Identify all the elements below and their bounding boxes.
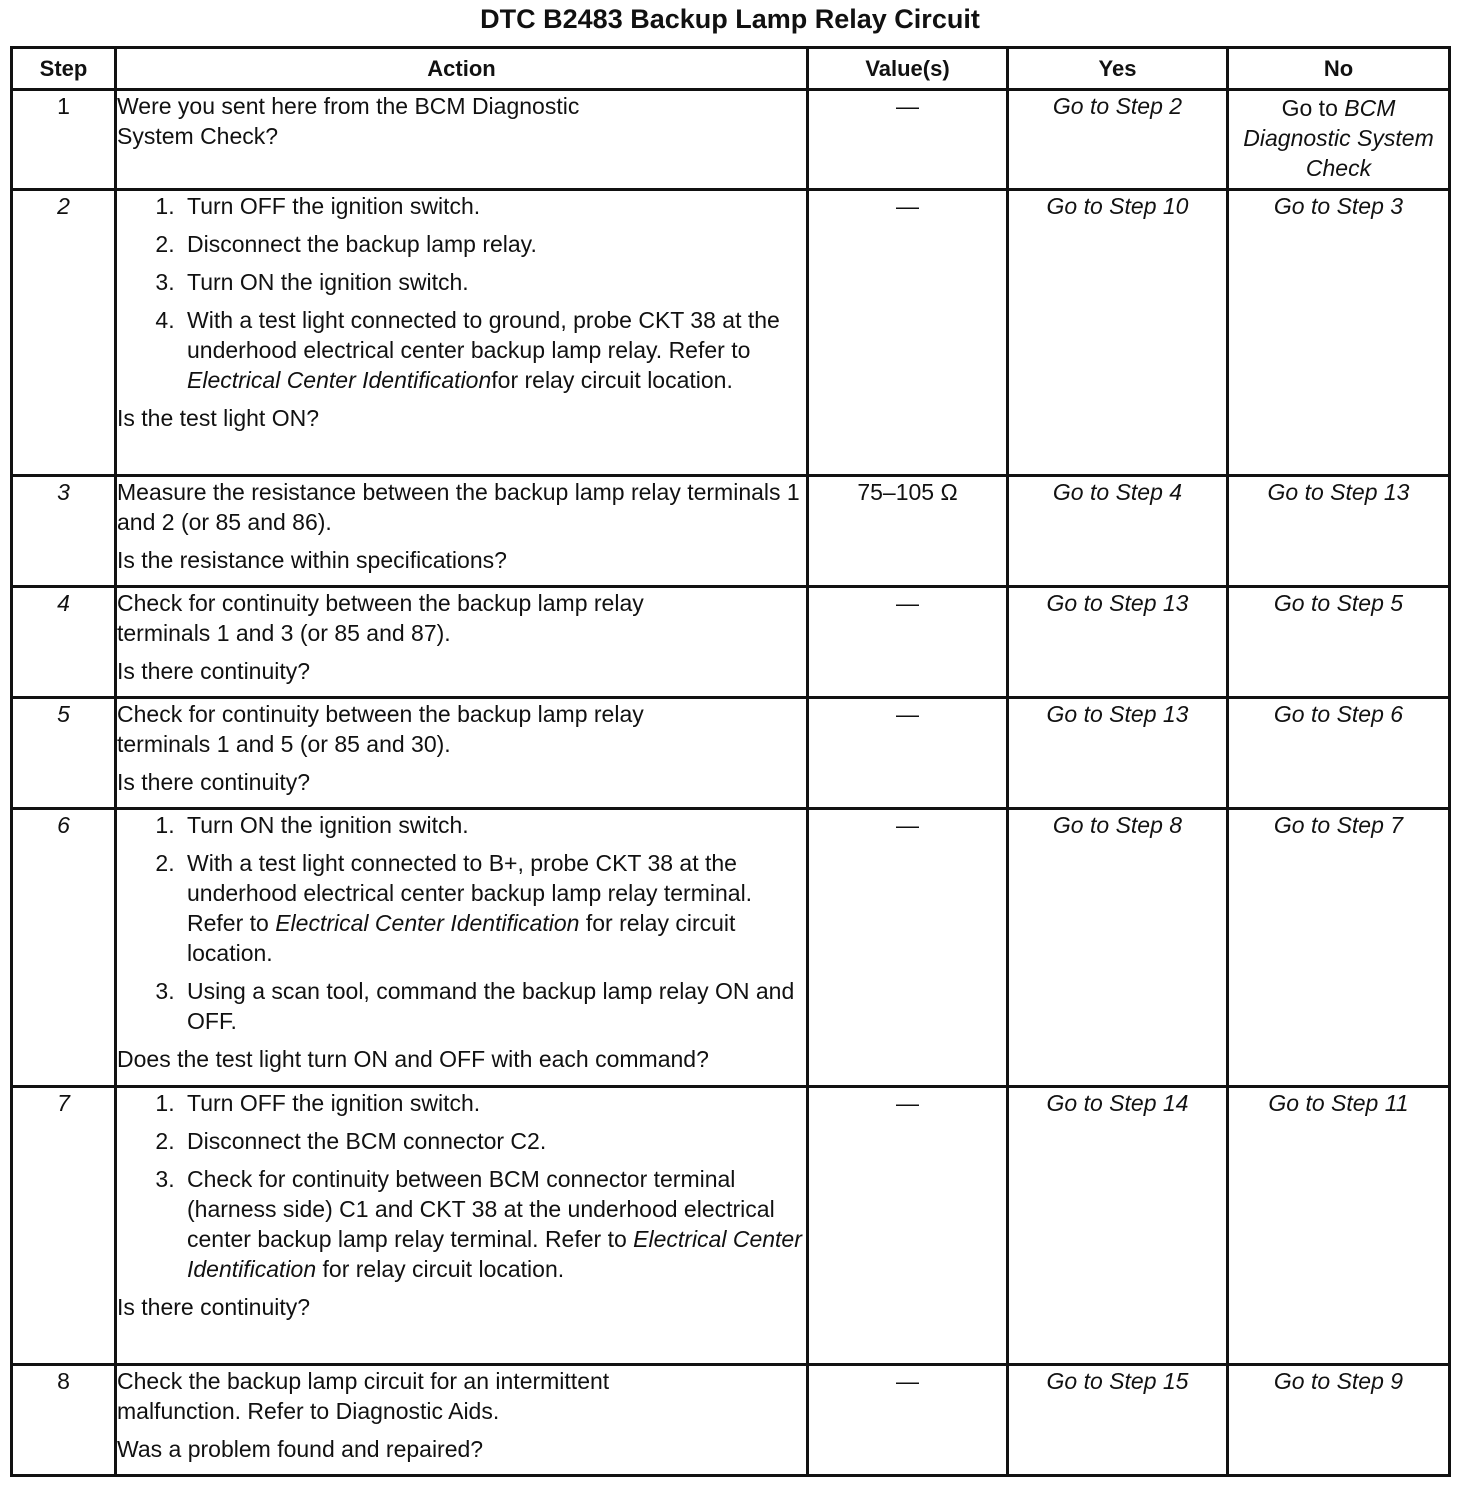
table-row [12,1365,1450,1476]
table-row [12,90,1450,190]
yes-cell: Go to Step 13 [1008,587,1228,698]
action-list [117,1088,806,1284]
yes-cell: Go to Step 10 [1008,190,1228,476]
step-number: 3 [12,476,116,587]
item-text: for relay circuit location. [491,367,733,393]
value-cell: — [808,90,1008,190]
step-number: 8 [12,1365,116,1476]
action-cell [116,1087,808,1365]
reference-text: Electrical Center Identification [275,910,580,936]
value-cell: — [808,698,1008,809]
reference-text: Electrical Center Identification [187,1226,802,1282]
header-no: No [1228,48,1450,90]
list-item: 2. Disconnect the backup lamp relay. [181,229,806,259]
action-list [117,810,806,1036]
question-text: Is the test light ON? [117,405,319,431]
yes-cell: Go to Step 4 [1008,476,1228,587]
action-cell [116,190,808,476]
action-text: Check for continuity between the backup lamp relay terminals 1 and 5 (or 85 and 30). [117,701,644,757]
step-number: 6 [12,809,116,1087]
list-item [181,305,806,395]
list-item [181,848,806,968]
step-number: 2 [12,190,116,476]
question-text: Is there continuity? [117,1294,311,1320]
item-text: for relay circuit location. [187,910,736,966]
yes-cell: Go to Step 8 [1008,809,1228,1087]
question-text: Is the resistance within specifications? [117,547,507,573]
item-text: for relay circuit location. [316,1256,565,1282]
action-list [117,191,806,395]
list-item: 2. Disconnect the BCM connector C2. [181,1126,806,1156]
list-item: 1. Turn OFF the ignition switch. [181,1088,806,1118]
step-number: 7 [12,1087,116,1365]
action-cell [116,476,808,587]
yes-cell: Go to Step 15 [1008,1365,1228,1476]
question-text: Is there continuity? [117,658,311,684]
header-values: Value(s) [808,48,1008,90]
value-cell: — [808,1365,1008,1476]
list-item: 3. Using a scan tool, command the backup lamp relay ON and OFF. [181,976,806,1036]
action-cell [116,587,808,698]
table-row [12,476,1450,587]
page-title: DTC B2483 Backup Lamp Relay Circuit [480,4,980,34]
header-action: Action [116,48,808,90]
no-cell: Go to Step 13 [1228,476,1450,587]
reference-text: Electrical Center Identification [187,367,492,393]
list-item: 3. Turn ON the ignition switch. [181,267,806,297]
list-item: 1. Turn ON the ignition switch. [181,810,806,840]
table-row [12,1087,1450,1365]
question-text: Was a problem found and repaired? [117,1436,484,1462]
action-text: Were you sent here from the BCM Diagnostic System Check? [117,93,580,149]
value-cell: — [808,809,1008,1087]
list-item [181,1164,806,1284]
list-item: 1. Turn OFF the ignition switch. [181,191,806,221]
table-row [12,587,1450,698]
no-cell [1228,90,1450,190]
step-number: 4 [12,587,116,698]
table-row [12,190,1450,476]
value-cell: 75–105 Ω [808,476,1008,587]
item-text: Check for continuity between BCM connector terminal (harness side) C1 and CKT 38 at the underhood electrical center backup lamp relay terminal. Refer to [187,1166,775,1252]
no-cell: Go to Step 6 [1228,698,1450,809]
value-cell: — [808,1087,1008,1365]
no-cell: Go to Step 7 [1228,809,1450,1087]
no-prefix: Go to [1281,95,1345,121]
no-cell: Go to Step 11 [1228,1087,1450,1365]
table-row [12,698,1450,809]
question-text: Is there continuity? [117,769,311,795]
item-text: With a test light connected to ground, probe CKT 38 at the underhood electrical center backup lamp relay. Refer to [187,307,780,363]
action-text: Check the backup lamp circuit for an intermittent malfunction. Refer to Diagnostic Aids. [117,1368,610,1424]
action-text: Measure the resistance between the backup lamp relay terminals 1 and 2 (or 85 and 86). [117,479,800,535]
action-text: Check for continuity between the backup lamp relay terminals 1 and 3 (or 85 and 87). [117,590,644,646]
header-step: Step [12,48,116,90]
action-cell [116,90,808,190]
header-yes: Yes [1008,48,1228,90]
no-cell: Go to Step 9 [1228,1365,1450,1476]
table-row [12,809,1450,1087]
action-cell [116,809,808,1087]
value-cell: — [808,587,1008,698]
yes-cell: Go to Step 2 [1008,90,1228,190]
no-cell: Go to Step 3 [1228,190,1450,476]
item-text: With a test light connected to B+, probe CKT 38 at the underhood electrical center backup lamp relay terminal. Refer to [187,850,753,936]
header-row [12,48,1450,90]
action-cell [116,698,808,809]
no-cell: Go to Step 5 [1228,587,1450,698]
diagnostic-table [10,46,1451,1477]
no-reference: BCM Diagnostic System Check [1243,95,1434,181]
yes-cell: Go to Step 13 [1008,698,1228,809]
action-cell [116,1365,808,1476]
question-text: Does the test light turn ON and OFF with each command? [117,1046,709,1072]
value-cell: — [808,190,1008,476]
step-number: 1 [12,90,116,190]
step-number: 5 [12,698,116,809]
yes-cell: Go to Step 14 [1008,1087,1228,1365]
